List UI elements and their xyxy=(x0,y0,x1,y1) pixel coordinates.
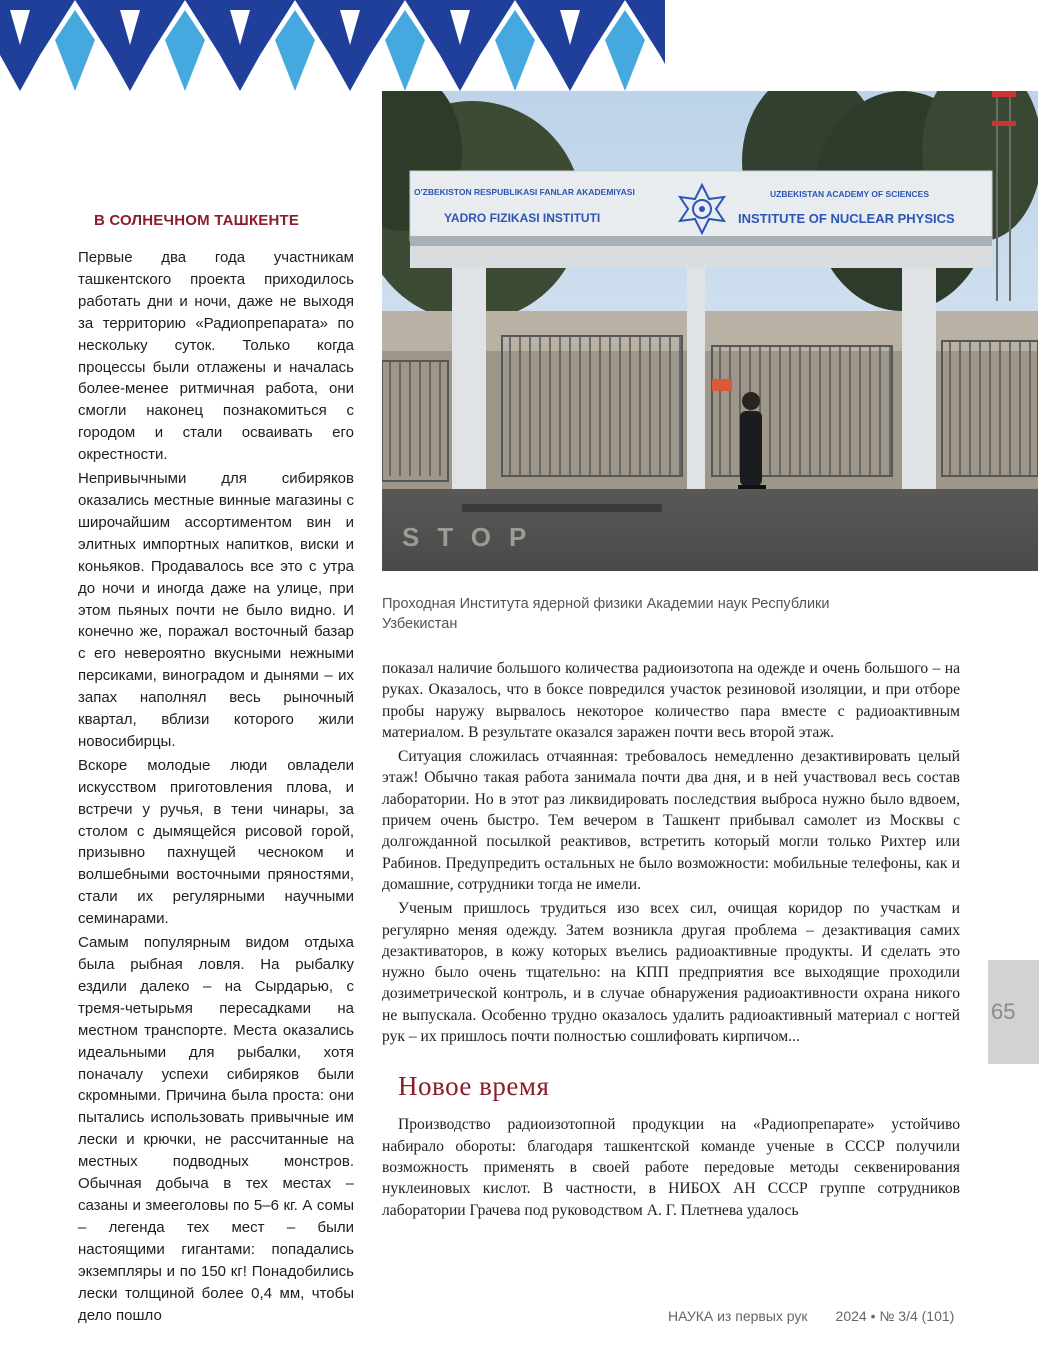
footer-magazine: НАУКА из первых рук xyxy=(668,1308,808,1324)
page-number: 65 xyxy=(991,999,1016,1024)
sidebar-column xyxy=(78,212,354,1328)
sidebar-paragraph: Непривычными для сибиряков оказались местные винные магазины с широчайшим ассортиментом вин и элитных импортных напитков, виски и коньяков. Продавалось все это с утра до ночи и иногда даже на улице, при этом пьяных почти не было видно. И конечно же, поражал восточный базар с его невероятно вкусными нежными персиками, виноградом и дынями – их запах наполнял весь рыночный квартал, вблизи которого жили новосибирцы. xyxy=(78,470,354,750)
main-paragraph: Производство радиоизотопной продукции на «Радиопрепарате» устойчиво набирало обороты: благодаря ташкентской команде ученые в СССР получили возможность применять в своей работе передовые методы секвенирования нуклеиновых кислот. В частности, в НИБОХ АН СССР группе сотрудников лаборатории Грачева под руководством А. Г. Плетнева удалось xyxy=(382,1116,960,1219)
main-paragraph: Ситуация сложилась отчаянная: требовалось немедленно дезактивировать целый этаж! Обычно такая работа занимала почти два дня, и в ней участвовал весь состав лаборатории. Но в этот раз ликвидировать последствия выброса нужно было вдвоем, причем очень быстро. Тем вечером в Ташкент прибывал самолет из Москвы с долгожданной посылкой реактивов, встретить который могли только Рихтер или Рабинов. Предупредить остальных не было возможности: мобильные телефоны, как и домашние, сотрудники тогда не имели. xyxy=(382,748,960,893)
main-paragraph: показал наличие большого количества радиоизотопа на одежде и очень большого – на руках. Оказалось, что в боксе повредился участок резиновой изоляции, и при отборе пробы наружу вырвалось некоторое количество пара вместе с радиоактивным материалом. В результате оказался заражен почти весь второй этаж. xyxy=(382,660,960,741)
road-stop-marking: STOP xyxy=(402,522,545,552)
sidebar-heading: В СОЛНЕЧНОМ ТАШКЕНТЕ xyxy=(94,212,300,229)
sign-right-main: INSTITUTE OF NUCLEAR PHYSICS xyxy=(738,211,955,226)
institute-gate-photo xyxy=(382,91,1038,571)
sidebar-paragraph: Первые два года участникам ташкентского проекта приходилось работать дни и ночи, даже не выходя за территорию «Радиопрепарата» по нескольку суток. Только когда процессы были отлажены и началась более-менее ритмичная работа, они смогли наконец познакомиться с городом и стали осваивать его окрестности. xyxy=(78,249,354,464)
sidebar-paragraph: Вскоре молодые люди овладели искусством приготовления плова, и встречи у ручья, в тени чинары, за столом с дымящейся рисовой горой, призывно пахнущей чесноком и волшебными восточными пряностями, стали их регулярными научными семинарами. xyxy=(78,756,354,928)
footer-issue: 2024 • № 3/4 (101) xyxy=(835,1308,955,1324)
sign-left-main: YADRO FIZIKASI INSTITUTI xyxy=(444,211,601,225)
main-paragraph: Ученым пришлось трудиться изо всех сил, очищая коридор по участкам и регулярно меняя одежду. Затем возникла другая проблема – дезактивация самих дезактиваторов, в кожу которых въелись радиоактивные продукты. И сделать это нужно было очень тщательно: на КПП предприятия все выходящие проходили дозиметрической контроль, и в случае обнаружения радиоактивности охрана никого не выпускала. Особенно трудно оказалось удалить радиоактивный материал с ногтей рук – их пришлось почти полностью сошлифовать кирпичом... xyxy=(382,900,960,1046)
section-title: Новое время xyxy=(398,1071,550,1102)
sidebar-paragraph: Самым популярным видом отдыха была рыбная ловля. На рыбалку ездили далеко – на Сырдарью, с тремя-четырьмя пересадками на местном транспорте. Места оказались идеальными для рыбалки, хотя поначалу успехи сибиряков были скромными. Причина была проста: они пытались использовать привычные им лески и крючки, не рассчитанные на местных подводных монстров. Обычная добыча в тех местах – сазаны и змееголовы по 5–6 кг. А сомы – легенда тех мест – были настоящими гигантами: попадались экземпляры и по 150 кг! Понадобились лески толщиной более 0,4 мм, чтобы дело пошло xyxy=(78,934,354,1324)
sign-left-top: O'ZBEKISTON RESPUBLIKASI FANLAR AKADEMIYASI xyxy=(414,187,635,197)
sign-right-top: UZBEKISTAN ACADEMY OF SCIENCES xyxy=(770,189,929,199)
page-footer xyxy=(668,1308,954,1324)
ikat-banner xyxy=(0,0,665,91)
photo-caption: Проходная Института ядерной физики Академии наук Республики Узбекистан xyxy=(382,596,830,632)
page-number-tab xyxy=(988,960,1039,1064)
main-column xyxy=(382,658,960,1224)
